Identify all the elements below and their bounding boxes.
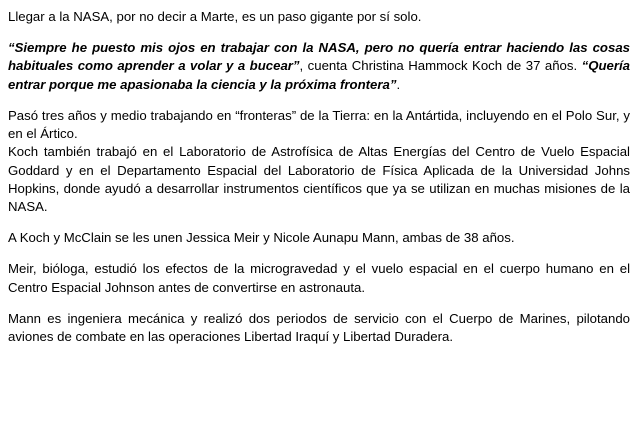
text-run: Llegar a la NASA, por no decir a Marte, es un paso gigante por sí solo.	[8, 9, 422, 24]
quote-run-1: “Siempre he puesto mis ojos en trabajar con la NASA, pero no quería entrar haciendo las cosas habituales como aprender a volar y a bucear”	[8, 40, 630, 74]
paragraph-mann-bio	[8, 310, 630, 346]
text-run: Koch también trabajó en el Laboratorio de Astrofísica de Altas Energías del Centro de Vuelo Espacial Goddard y en el Departamento Espacial del Laboratorio de Física Aplicada de la Universidad Johns Hopkins, donde ayudó a desarrollar instrumentos científicos que ya se utilizan en muchas misiones de la NASA.	[8, 144, 630, 214]
paragraph-nasa-intro	[8, 8, 630, 26]
paragraph-meir-mann-intro	[8, 229, 630, 247]
text-run: A Koch y McClain se les unen Jessica Meir y Nicole Aunapu Mann, ambas de 38 años.	[8, 230, 515, 246]
text-run: Pasó tres años y medio trabajando en “fronteras” de la Tierra: en la Antártida, incluyendo en el Polo Sur, y en el Ártico.	[8, 107, 630, 142]
paragraph-meir-bio	[8, 260, 630, 296]
text-run-1: , cuenta Christina Hammock Koch de 37 años.	[299, 58, 582, 74]
text-run-2: .	[396, 76, 401, 92]
text-run: Mann es ingeniera mecánica y realizó dos periodos de servicio con el Cuerpo de Marines, pilotando aviones de combate en las operaciones Libertad Iraquí y Libertad Duradera.	[8, 310, 630, 345]
text-run: Meir, bióloga, estudió los efectos de la microgravedad y el vuelo espacial en el cuerpo humano en el Centro Espacial Johnson antes de convertirse en astronauta.	[8, 261, 630, 295]
paragraph-fronteras-tierra	[8, 107, 630, 143]
quote-run-2: “Quería entrar porque me apasionaba la ciencia y la próxima frontera”	[8, 58, 630, 92]
paragraph-laboratorios	[8, 143, 630, 216]
paragraph-quote-koch	[8, 39, 630, 94]
